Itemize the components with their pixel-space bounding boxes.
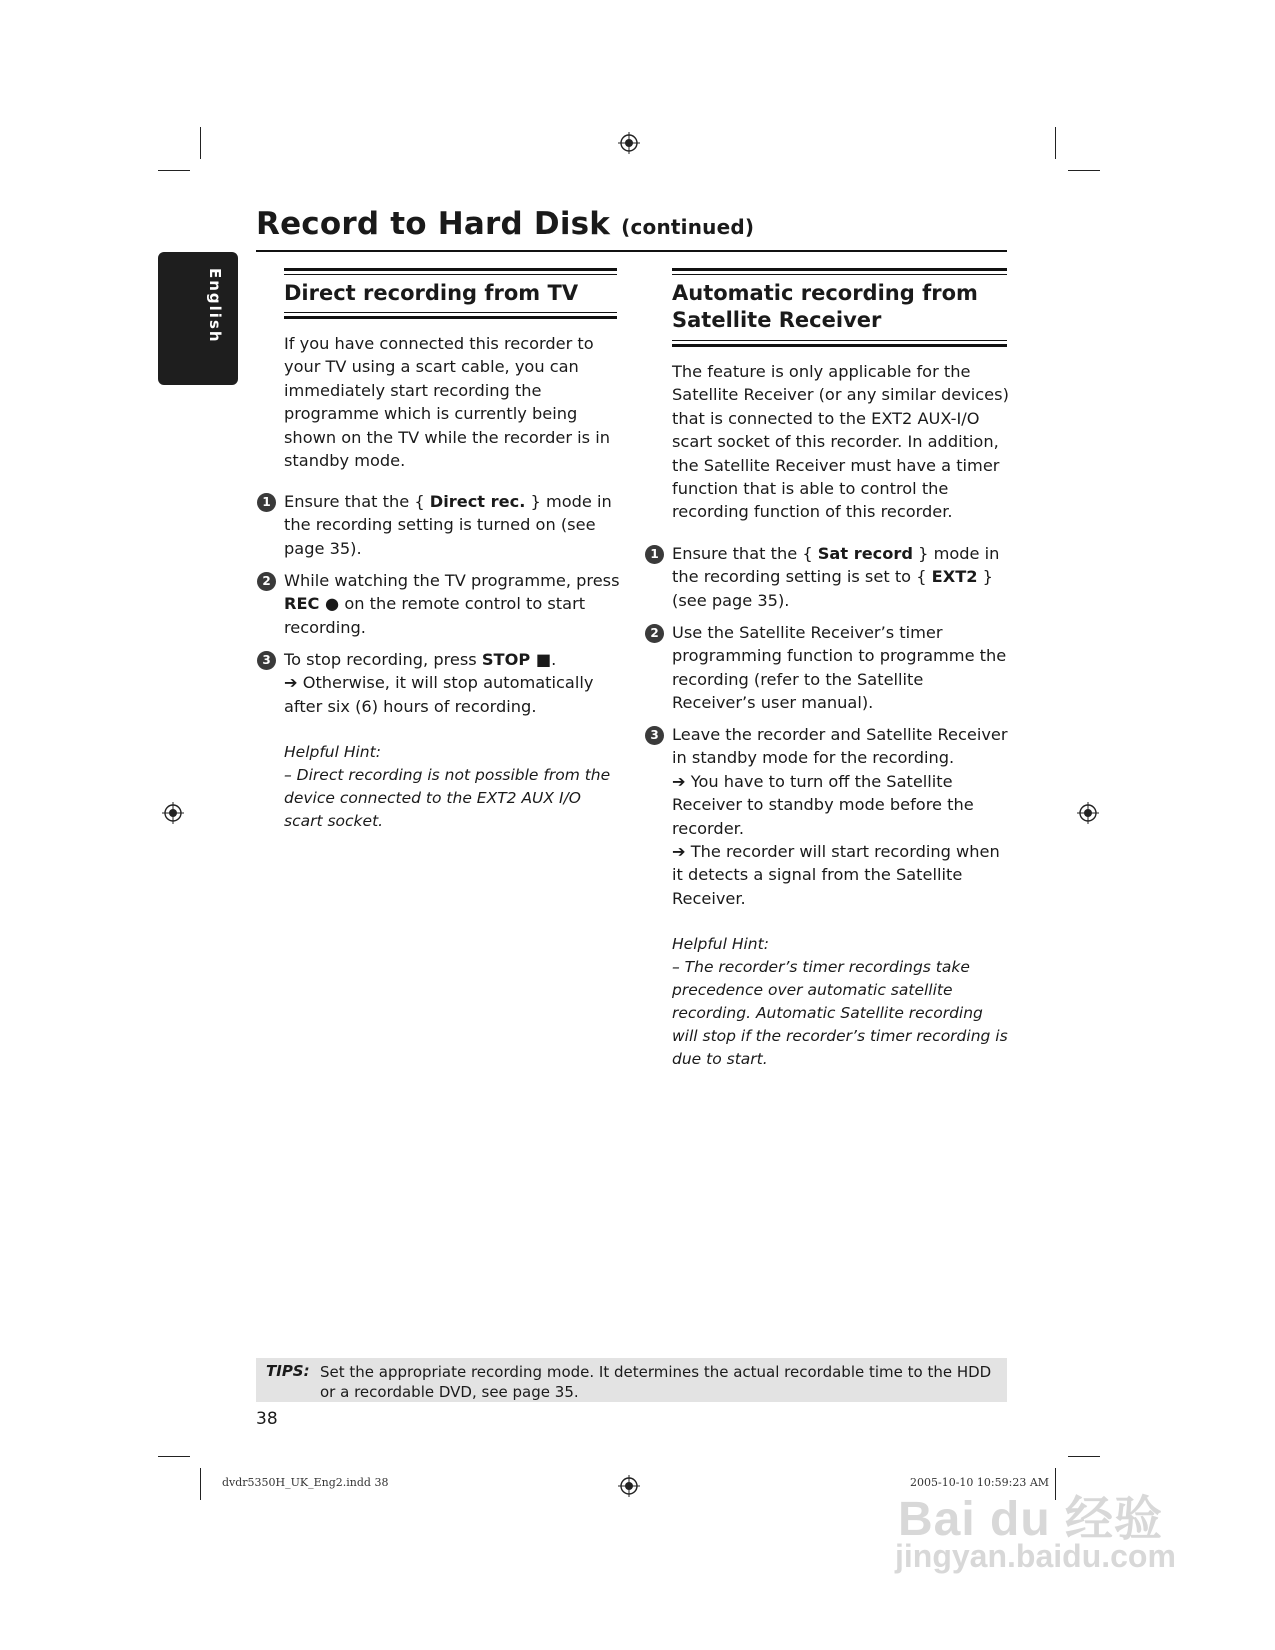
- crop-mark: [1055, 127, 1056, 159]
- section-heading-line: Satellite Receiver: [672, 308, 882, 332]
- section-heading-line: Automatic recording from: [672, 281, 978, 305]
- registration-mark-icon: [162, 802, 184, 824]
- step-keyword: Sat record: [817, 544, 913, 563]
- step-note: ➔ Otherwise, it will stop automatically after six (6) hours of recording.: [284, 673, 594, 716]
- step-text: } mode in the recording setting is set to {: [672, 544, 1000, 587]
- step-number-badge: 1: [645, 545, 664, 564]
- step-text: To stop recording, press: [284, 650, 482, 669]
- hint-title: Helpful Hint:: [672, 935, 769, 953]
- crop-mark: [1068, 170, 1100, 171]
- step-text: .: [551, 650, 557, 669]
- step-note: ➔ You have to turn off the Satellite Receiver to standby mode before the recorder.: [672, 771, 974, 838]
- language-tab: [158, 252, 238, 385]
- section-rule: [672, 268, 1007, 275]
- tips-bar: [256, 1358, 1007, 1402]
- crop-mark: [1068, 1456, 1100, 1457]
- step-text: Ensure that the {: [284, 492, 430, 511]
- step-note: ➔ The recorder will start recording when it detects a signal from the Satellite Receiver.: [672, 842, 1000, 908]
- crop-mark: [200, 1468, 201, 1500]
- page-title: [256, 206, 754, 242]
- section-rule: [672, 340, 1007, 347]
- step-keyword: REC ●: [284, 594, 340, 614]
- page-number: 38: [256, 1409, 278, 1429]
- step-keyword: EXT2: [931, 567, 978, 587]
- step-1: [672, 542, 1010, 612]
- watermark-brand: Bai du 经验: [898, 1493, 1164, 1546]
- step-keyword: STOP ■: [481, 650, 552, 669]
- step-text: } (see page 35).: [672, 567, 993, 610]
- step-1: [284, 490, 622, 560]
- step-2: [284, 569, 622, 639]
- registration-mark-icon: [618, 1475, 640, 1497]
- step-text: on the remote control to start recording.: [284, 594, 586, 637]
- step-text: Leave the recorder and Satellite Receiver in standby mode for the recording.: [672, 725, 1008, 768]
- section-heading: Direct recording from TV: [284, 281, 579, 305]
- helpful-hint: [672, 933, 1012, 1071]
- watermark-url: jingyan.baidu.com: [895, 1538, 1176, 1574]
- tips-text: Set the appropriate recording mode. It determines the actual recordable time to the HDD or a recordable DVD, see page 35.: [320, 1363, 992, 1401]
- step-text: } mode in the recording setting is turned on (see page 35).: [284, 492, 612, 558]
- intro-paragraph: If you have connected this recorder to your TV using a scart cable, you can immediately start recording the programme which is currently being shown on the TV while the recorder is in standby mode.: [284, 334, 610, 471]
- section-rule: [284, 268, 617, 275]
- step-number-badge: 3: [257, 651, 276, 670]
- registration-mark-icon: [1077, 802, 1099, 824]
- section-rule: [284, 312, 617, 319]
- step-text: Ensure that the {: [672, 544, 818, 563]
- crop-mark: [200, 127, 201, 159]
- language-tab-label: English: [206, 268, 224, 344]
- step-3: [672, 723, 1010, 910]
- step-2: Use the Satellite Receiver’s timer programming function to programme the recording (refer to the Satellite Receiver’s user manual).: [672, 623, 1007, 713]
- hint-text: – Direct recording is not possible from the device connected to the EXT2 AUX I/O scart socket.: [284, 766, 611, 830]
- step-number-badge: 2: [645, 624, 664, 643]
- crop-mark: [158, 1456, 190, 1457]
- step-keyword: Direct rec.: [429, 492, 526, 511]
- hint-title: Helpful Hint:: [284, 743, 381, 761]
- hint-text: – The recorder’s timer recordings take precedence over automatic satellite recording. Automatic Satellite recording will stop if the recorder’s timer recording is due to start.: [672, 958, 1008, 1068]
- section-heading: [672, 280, 1012, 334]
- title-rule: [256, 250, 1007, 252]
- crop-mark: [158, 170, 190, 171]
- step-number-badge: 3: [645, 726, 664, 745]
- step-text: While watching the TV programme, press: [284, 571, 620, 590]
- registration-mark-icon: [618, 132, 640, 154]
- tips-label: TIPS:: [266, 1362, 310, 1380]
- intro-paragraph: The feature is only applicable for the Satellite Receiver (or any similar devices) that is connected to the EXT2 AUX-I/O scart socket of this recorder. In addition, the Satellite Receiver must have a timer function that is able to control the recording function of this recorder.: [672, 362, 1009, 522]
- page-title-text: Record to Hard Disk: [256, 206, 611, 242]
- step-3: [284, 648, 622, 718]
- page-title-continued: (continued): [621, 215, 755, 239]
- footer-filename: dvdr5350H_UK_Eng2.indd 38: [222, 1476, 389, 1489]
- helpful-hint: [284, 741, 622, 833]
- step-number-badge: 2: [257, 572, 276, 591]
- footer-timestamp: 2005-10-10 10:59:23 AM: [910, 1476, 1050, 1489]
- step-number-badge: 1: [257, 493, 276, 512]
